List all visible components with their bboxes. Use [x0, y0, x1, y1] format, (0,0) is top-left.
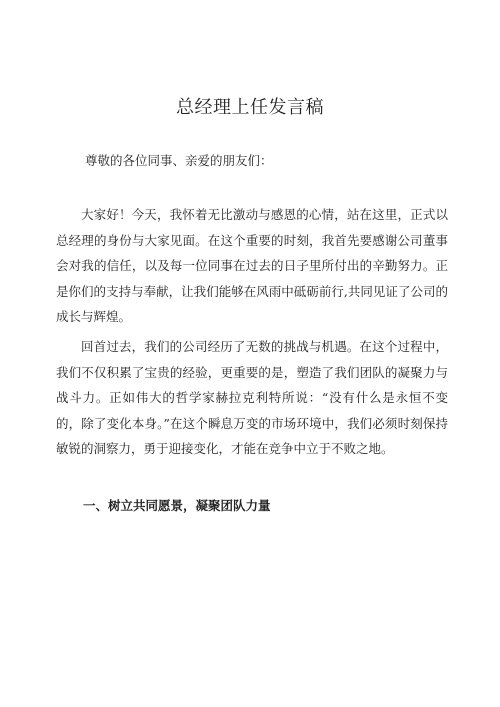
section-heading: 一、树立共同愿景，凝聚团队力量 — [83, 498, 271, 513]
document-title: 总经理上任发言稿 — [176, 97, 324, 118]
paragraph-intro: 大家好！今天，我怀着无比激动与感恩的心情，站在这里，正式以总经理的身份与大家见面。在这个重要的时刻，我首先要感谢公司董事会对我的信任，以及每一位同事在过去的日子里所付出的辛勤努力。正是你们的支持与奉献，让我们能够在风雨中砥砺前行,共同见证了公司的成长与辉煌。 — [56, 207, 448, 325]
paragraph-review: 回首过去，我们的公司经历了无数的挑战与机遇。在这个过程中，我们不仅积累了宝贵的经验，更重要的是，塑造了我们团队的凝聚力与战斗力。正如伟大的哲学家赫拉克利特所说：“没有什么是永恒不变的，除了变化本身。”在这个瞬息万变的市场环境中，我们必须时刻保持敏锐的洞察力，勇于迎接变化，才能在竞争中立于不败之地。 — [56, 339, 448, 457]
greeting-line: 尊敬的各位同事、亲爱的朋友们： — [85, 153, 273, 168]
